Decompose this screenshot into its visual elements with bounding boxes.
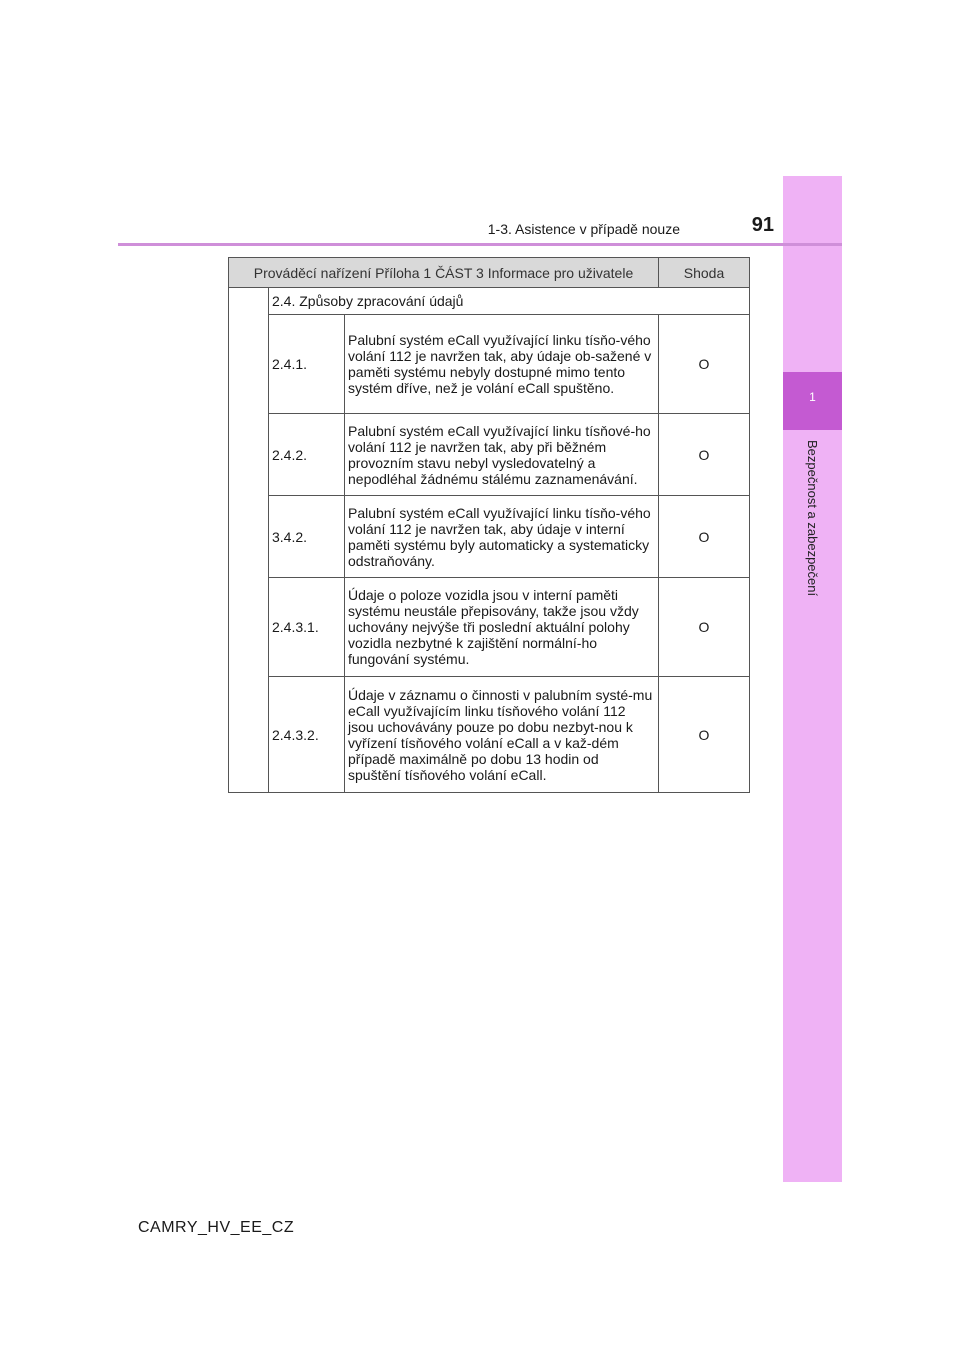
header-result: Shoda: [659, 258, 750, 288]
row-code: 2.4.1.: [269, 315, 345, 414]
section-header: 1-3. Asistence v případě nouze: [487, 221, 680, 237]
row-result: O: [659, 414, 750, 496]
row-code: 2.4.2.: [269, 414, 345, 496]
table-row: [229, 414, 750, 496]
header-requirement: Prováděcí nařízení Příloha 1 ČÁST 3 Informace pro uživatele: [229, 258, 659, 288]
table-row: [229, 677, 750, 793]
table-header-row: [229, 258, 750, 288]
row-result: O: [659, 496, 750, 578]
section-title: 2.4. Způsoby zpracování údajů: [269, 288, 750, 315]
table-row: [229, 496, 750, 578]
row-code: 2.4.3.2.: [269, 677, 345, 793]
blank-column: [229, 288, 269, 793]
table-row: [229, 315, 750, 414]
row-code: 2.4.3.1.: [269, 578, 345, 677]
row-result: O: [659, 578, 750, 677]
row-result: O: [659, 315, 750, 414]
chapter-label: Bezpečnost a zabezpečení: [805, 440, 820, 597]
section-row: [229, 288, 750, 315]
row-text: Údaje v záznamu o činnosti v palubním systé-mu eCall využívajícím linku tísňového volání 112 jsou uchovávány pouze po dobu nezbyt-nou k vyřízení tísňového volání eCall a v kaž-dém případě maximálně po dobu 13 hodin od spuštění tísňového volání eCall.: [345, 677, 659, 793]
header-rule: [118, 243, 842, 246]
document-code: CAMRY_HV_EE_CZ: [138, 1219, 295, 1236]
row-text: Palubní systém eCall využívající linku tísňo-vého volání 112 je navržen tak, aby údaje v interní paměti systému byly automaticky a systematicky odstraňovány.: [345, 496, 659, 578]
chapter-side-tab: [783, 176, 842, 1182]
table-row: [229, 578, 750, 677]
compliance-table: [228, 257, 750, 793]
row-result: O: [659, 677, 750, 793]
page-number: 91: [751, 214, 774, 236]
row-code: 3.4.2.: [269, 496, 345, 578]
chapter-number: 1: [809, 390, 816, 404]
row-text: Palubní systém eCall využívající linku tísňové-ho volání 112 je navržen tak, aby při běžném provozním stavu nebyl vysledovatelný a nepodléhal žádnému stálému zaznamenávání.: [345, 414, 659, 496]
row-text: Palubní systém eCall využívající linku tísňo-vého volání 112 je navržen tak, aby údaje ob-sažené v paměti systému nebyly dostupné mimo tento systém dříve, než je volání eCall spuštěno.: [345, 315, 659, 414]
row-text: Údaje o poloze vozidla jsou v interní paměti systému neustále přepisovány, takže jsou vždy uchovány nejvýše tři poslední aktuální polohy vozidla nezbytné k zajištění normální-ho fungování systému.: [345, 578, 659, 677]
